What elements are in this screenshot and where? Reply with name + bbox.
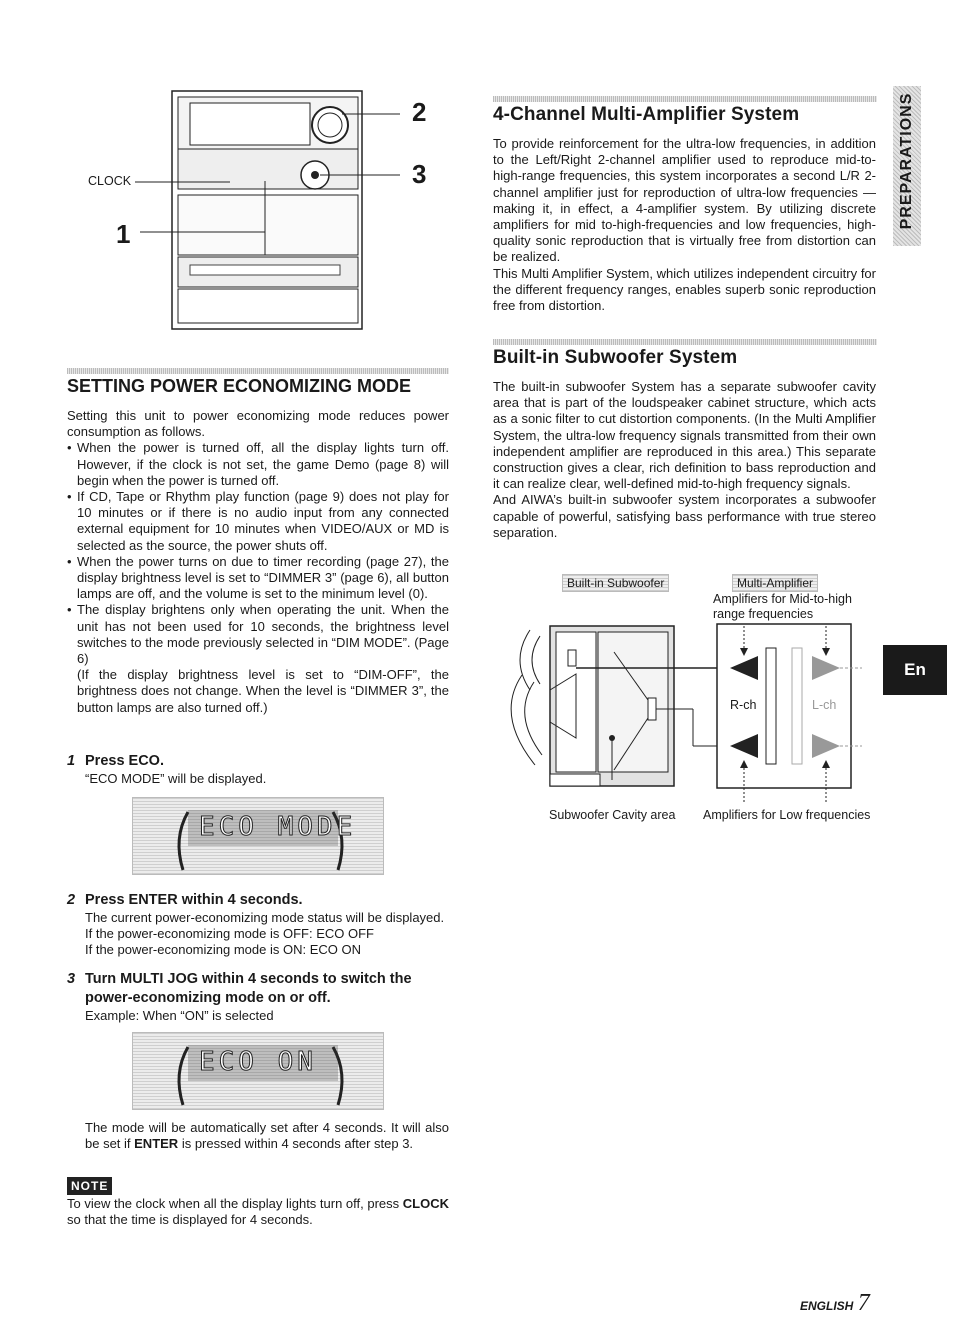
note-badge: NOTE	[67, 1177, 112, 1195]
subwoofer-para-2: And AIWA’s built-in subwoofer system incorporates a subwoofer capable of powerful, satisfying bass performance with true stereo separation.	[493, 492, 876, 540]
step-title: Press ECO.	[85, 753, 164, 769]
language-tab-en: En	[883, 645, 947, 695]
page-number: 7	[857, 1290, 870, 1316]
power-eco-intro: Setting this unit to power economizing mode reduces power consumption as follows.	[67, 408, 449, 440]
built-in-subwoofer-label: Built-in Subwoofer	[562, 574, 669, 592]
multi-amp-para-1: To provide reinforcement for the ultra-low frequencies, in addition to the Left/Right 2-channel amplifier used to reproduce mid-to-high-range frequencies, this system incorporates a second L/R 2-channel amplifier just for reproduction of ultra-low frequencies — making it, in effect, a 4-amplifier system. By utilizing discrete amplifiers for mid to-high-frequencies and low frequencies, high-quality sonic reproduction that is virtually free from distortion can be realized.	[493, 136, 876, 265]
power-eco-body	[67, 408, 449, 716]
step-title: Turn MULTI JOG within 4 seconds to switch the power-economizing mode on or off.	[85, 971, 412, 1006]
subwoofer-title: Built-in Subwoofer System	[493, 347, 738, 368]
sidebar-label: PREPARATIONS	[898, 92, 915, 230]
step-1	[67, 752, 449, 787]
lcd-text: ECO ON	[199, 1047, 317, 1077]
subwoofer-cavity-label: Subwoofer Cavity area	[549, 808, 676, 822]
callout-2: 2	[412, 97, 427, 127]
clock-label: CLOCK	[88, 174, 132, 188]
lch-label: L-ch	[812, 698, 837, 712]
page-footer	[800, 1290, 870, 1317]
step-number: 1	[67, 753, 76, 769]
enter-key-name: ENTER	[134, 1136, 179, 1152]
amp-low-label: Amplifiers for Low frequencies	[703, 808, 871, 822]
auto-text-1: The mode will be automatically set after 4 seconds. It will also be set if	[85, 1120, 449, 1152]
amp-mid-high-label: Amplifiers for Mid-to-high range frequencies	[713, 592, 852, 621]
step-number: 2	[67, 892, 76, 908]
lcd-display-eco-on	[132, 1032, 384, 1110]
stereo-figure	[80, 85, 450, 335]
bullet-item: • When the power turns on due to timer recording (page 27), the display brightness level is set to “DIMMER 3” (page 6), all button lamps are off, and the volume is set to the minimum level (0).	[67, 554, 449, 603]
multi-amp-title: 4-Channel Multi-Amplifier System	[493, 104, 800, 125]
paren-note: (If the display brightness level is set to “DIM-OFF”, the brightness does not change. When the level is “DIMMER 3”, the button lamps are also turned off.)	[77, 667, 449, 715]
step-text: “ECO MODE” will be displayed.	[85, 771, 267, 786]
sidebar-preparations	[893, 86, 921, 246]
step-2	[67, 891, 449, 959]
step-3	[67, 970, 457, 1024]
rch-label: R-ch	[730, 698, 757, 712]
lcd-display-eco-mode	[132, 797, 384, 875]
section-rule	[67, 368, 449, 374]
callout-3: 3	[412, 159, 427, 189]
bullet-item: • If CD, Tape or Rhythm play function (page 9) does not play for 10 minutes or if there is no audio input from any connected external equipment for 10 minutes when VIDEO/AUX or MD is selected as the source, the power shuts off.	[67, 489, 449, 554]
auto-set-text	[85, 1120, 449, 1152]
subwoofer-body	[493, 379, 876, 541]
step-text-off: If the power-economizing mode is OFF: ECO OFF	[85, 926, 374, 942]
section-rule	[493, 339, 877, 345]
stereo-unit-illustration	[80, 85, 450, 335]
subwoofer-para-1: The built-in subwoofer System has a separate subwoofer cavity area that is part of the loudspeaker cabinet structure, which acts as a sonic filter to cut distortion components. (In the Multi Amplifier System, the ultra-low frequency signals transmitted from their own independent amplifier are reproduced in this area.) This separate construction gives a clear, rich definition to bass reproduction and it can realize clear, well-defined mid-to-high frequency signals.	[493, 379, 876, 492]
auto-text-2: is pressed within 4 seconds after step 3.	[178, 1136, 414, 1152]
step-text-on: If the power-economizing mode is ON: ECO ON	[85, 942, 361, 958]
note-text-1: To view the clock when all the display lights turn off, press	[67, 1196, 403, 1211]
multi-amp-para-2: This Multi Amplifier System, which utilizes independent circuitry for the different frequency ranges, enables superb sonic reproduction free from distortion.	[493, 265, 876, 314]
bullet-item: • When the power is turned off, all the display lights turn off. However, if the clock is not set, the game Demo (page 8) will begin when the power is turned off.	[67, 440, 449, 489]
note-text	[67, 1196, 449, 1228]
bullet-item: • The display brightens only when operating the unit. When the unit has not been used for 10 seconds, the brightness level switches to the mode previously selected in “DIM MODE”. (Page 6)	[67, 602, 449, 667]
footer-language: ENGLISH	[800, 1299, 854, 1313]
lcd-text: ECO MODE	[199, 812, 357, 842]
callout-1: 1	[116, 219, 131, 249]
section-rule	[493, 96, 877, 102]
clock-key-name: CLOCK	[402, 1196, 449, 1211]
subwoofer-diagram	[490, 570, 880, 825]
power-eco-title: SETTING POWER ECONOMIZING MODE	[67, 376, 412, 396]
step-text: Example: When “ON” is selected	[85, 1008, 274, 1023]
step-number: 3	[67, 971, 76, 987]
step-text: The current power-economizing mode status will be displayed.	[85, 910, 445, 925]
note-text-2: so that the time is displayed for 4 seconds.	[67, 1212, 313, 1228]
multi-amp-body	[493, 136, 876, 314]
step-title: Press ENTER within 4 seconds.	[85, 892, 303, 908]
multi-amplifier-label: Multi-Amplifier	[732, 574, 818, 592]
